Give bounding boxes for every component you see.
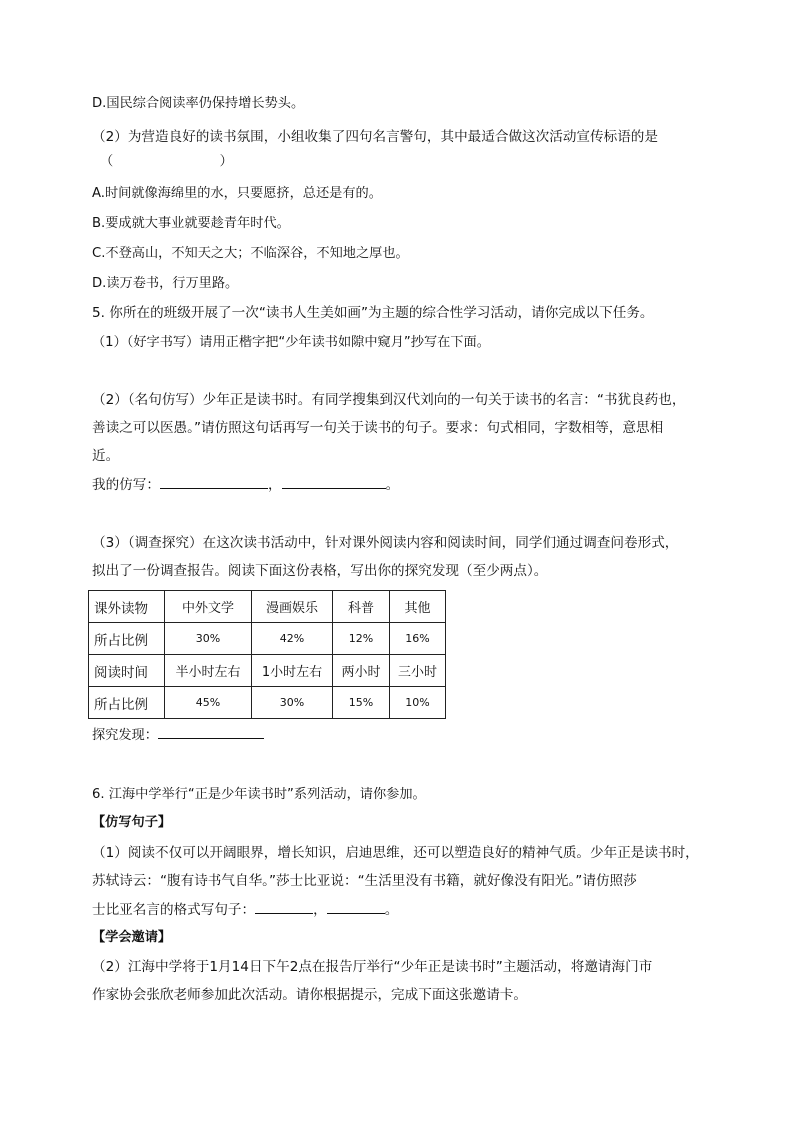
table-cell: 科普 <box>333 591 390 623</box>
q4-answer-paren <box>100 152 233 172</box>
table-row <box>89 591 446 623</box>
q6-blank-1[interactable] <box>255 899 313 914</box>
q6-sub1-line1: （1）阅读不仅可以开阔眼界，增长知识，启迪思维，还可以塑造良好的精神气质。少年正是读书时， <box>92 845 699 861</box>
sub1-last-text: 士比亚名言的格式写句子： <box>92 902 256 918</box>
q5-sub3-line1: （3）（调查探究）在这次读书活动中，针对课外阅读内容和阅读时间，同学们通过调查问卷形式， <box>92 535 679 551</box>
q5-finding-line <box>92 724 264 746</box>
q4-option-a: A.时间就像海绵里的水，只要愿挤，总还是有的。 <box>92 186 382 201</box>
q5-sub3-line2: 拟出了一份调查报告。阅读下面这份表格，写出你的探究发现（至少两点）。 <box>92 563 548 579</box>
q6-section-imitate: 【仿写句子】 <box>92 815 172 830</box>
table-cell: 15% <box>333 687 390 719</box>
q6-stem: 6. 江海中学举行“正是少年读书时”系列活动，请你参加。 <box>92 787 426 802</box>
table-cell: 中外文学 <box>165 591 252 623</box>
table-cell: 课外读物 <box>89 591 165 623</box>
table-cell: 阅读时间 <box>89 655 165 687</box>
q5-stem: 5. 你所在的班级开展了一次“读书人生美如画”为主题的综合性学习活动，请你完成以下任务。 <box>92 305 654 321</box>
q6-sub2-line1: （2）江海中学将于1月14日下午2点在报告厅举行“少年正是读书时”主题活动，将邀请海门市 <box>92 959 653 975</box>
imitation-blank-1[interactable] <box>160 474 268 489</box>
table-cell: 30% <box>252 687 333 719</box>
q6-sub1-line3 <box>92 899 398 920</box>
survey-table <box>88 590 446 719</box>
table-cell: 所占比例 <box>89 687 165 719</box>
table-row <box>89 687 446 719</box>
table-cell: 42% <box>252 623 333 655</box>
finding-blank[interactable] <box>158 724 264 739</box>
table-cell: 所占比例 <box>89 623 165 655</box>
table-cell: 30% <box>165 623 252 655</box>
q6-section-invite: 【学会邀请】 <box>92 930 172 945</box>
table-row <box>89 623 446 655</box>
q4-option-c: C.不登高山，不知天之大；不临深谷，不知地之厚也。 <box>92 246 409 261</box>
table-row <box>89 655 446 687</box>
q4-option-d: D.国民综合阅读率仍保持增长势头。 <box>92 96 305 111</box>
q6-sub1-line2: 苏轼诗云：“腹有诗书气自华。”莎士比亚说：“生活里没有书籍，就好像没有阳光。”请仿照莎 <box>92 873 637 889</box>
imitation-comma: ， <box>267 477 282 493</box>
paren-close: ） <box>219 154 233 169</box>
table-cell: 16% <box>390 623 446 655</box>
q5-sub2-line1: （2）（名句仿写）少年正是读书时。有同学搜集到汉代刘向的一句关于读书的名言：“书犹良药也， <box>92 392 686 408</box>
table-cell: 1小时左右 <box>252 655 333 687</box>
q5-imitation-line <box>92 474 399 495</box>
q6-blank-2[interactable] <box>327 899 385 914</box>
table-cell: 45% <box>165 687 252 719</box>
q5-sub1: （1）（好字书写）请用正楷字把“少年读书如隙中窥月”抄写在下面。 <box>92 335 490 350</box>
table-cell: 其他 <box>390 591 446 623</box>
table-cell: 漫画娱乐 <box>252 591 333 623</box>
imitation-end: 。 <box>385 477 400 493</box>
table-cell: 12% <box>333 623 390 655</box>
sub1-comma: ， <box>313 902 327 918</box>
sub1-end: 。 <box>384 902 399 918</box>
paren-open: （ <box>100 154 114 169</box>
q5-sub2-line2: 善读之可以医愚。”请仿照这句话再写一句关于读书的句子。要求：句式相同，字数相等，意思相 <box>92 420 664 436</box>
imitation-blank-2[interactable] <box>282 474 386 489</box>
q4-option-b: B.要成就大事业就要趁青年时代。 <box>92 216 290 231</box>
table-cell: 三小时 <box>390 655 446 687</box>
table-cell: 半小时左右 <box>165 655 252 687</box>
q4-sub2-stem: （2）为营造良好的读书氛围，小组收集了四句名言警句，其中最适合做这次活动宣传标语的是 <box>92 129 658 145</box>
q5-sub2-line3: 近。 <box>92 448 120 464</box>
q4-option-d2: D.读万卷书，行万里路。 <box>92 276 239 291</box>
imitation-label: 我的仿写： <box>92 477 160 493</box>
finding-label: 探究发现： <box>92 728 158 743</box>
table-cell: 10% <box>390 687 446 719</box>
q6-sub2-line2: 作家协会张欣老师参加此次活动。请你根据提示，完成下面这张邀请卡。 <box>92 987 527 1003</box>
table-cell: 两小时 <box>333 655 390 687</box>
